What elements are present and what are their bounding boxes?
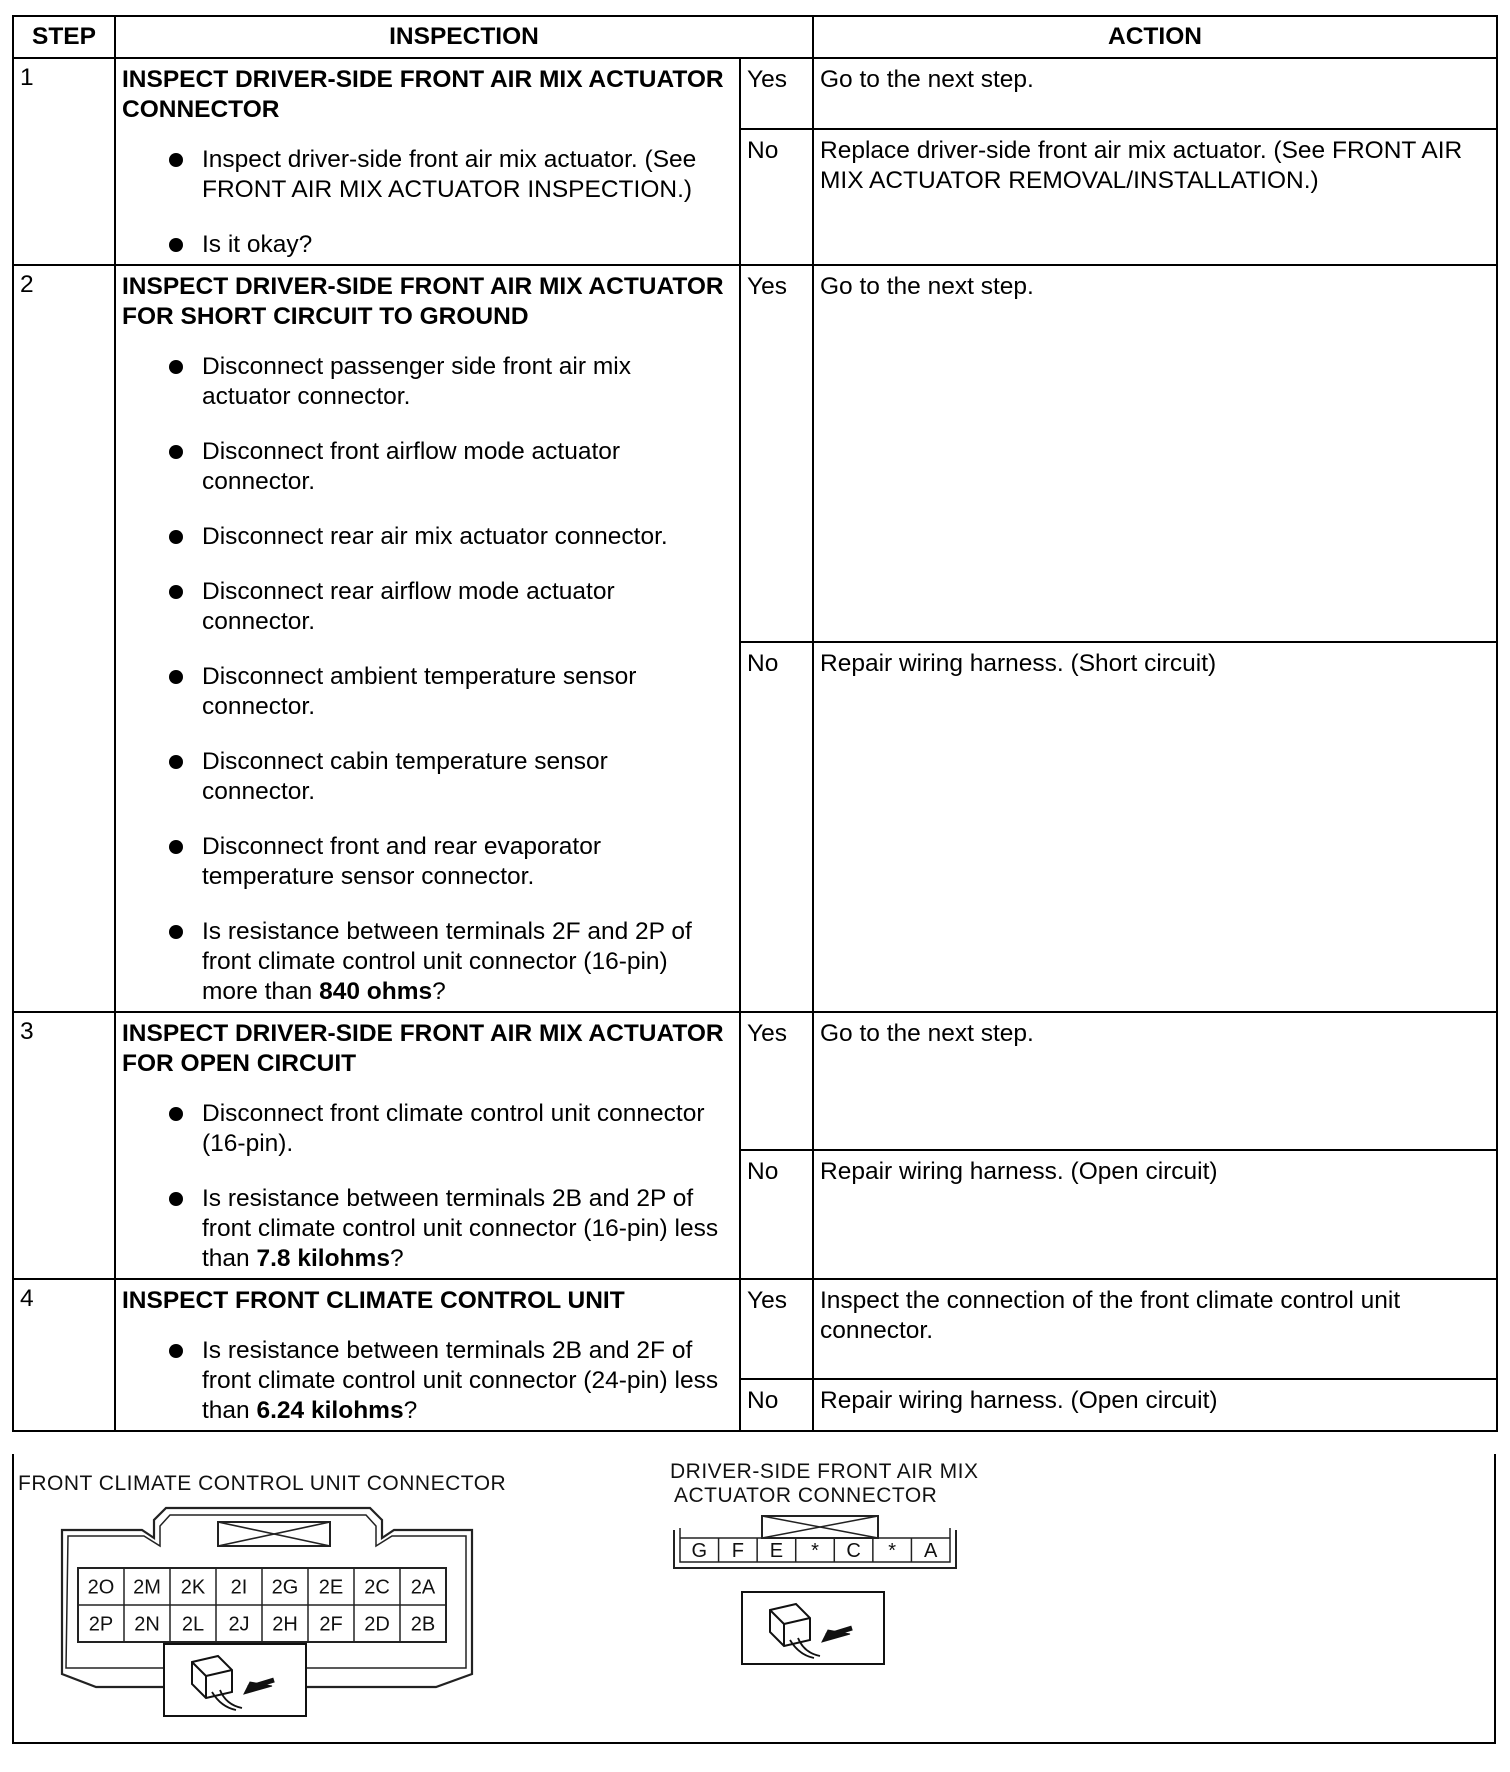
no-label: No xyxy=(740,1150,813,1279)
yes-action: Go to the next step. xyxy=(813,1012,1497,1150)
step-title: INSPECT DRIVER-SIDE FRONT AIR MIX ACTUATOR FOR OPEN CIRCUIT xyxy=(122,1020,724,1077)
bullet-text: Is it okay? xyxy=(202,231,313,258)
terminal-label: F xyxy=(731,1540,744,1562)
bullet-value: 840 ohms xyxy=(319,978,433,1005)
terminal-label: 2D xyxy=(364,1613,390,1636)
bullet-text: Inspect driver-side front air mix actuator. (See FRONT AIR MIX ACTUATOR INSPECTION.) xyxy=(202,146,697,203)
bullet-text: Disconnect front and rear evaporator temperature sensor connector. xyxy=(202,833,602,890)
terminal-label: 2F xyxy=(319,1613,343,1636)
header-action: ACTION xyxy=(813,16,1497,58)
no-label: No xyxy=(740,642,813,1012)
step-3-yes-row xyxy=(13,1012,1497,1150)
bullet-item xyxy=(122,577,733,637)
bullet-text: Disconnect cabin temperature sensor connector. xyxy=(202,748,608,805)
no-action: Replace driver-side front air mix actuator. (See FRONT AIR MIX ACTUATOR REMOVAL/INSTALLATION.) xyxy=(813,129,1497,265)
bullet-item xyxy=(122,230,733,260)
header-inspection: INSPECTION xyxy=(115,16,813,58)
bullet-text: Is resistance between terminals 2F and 2P of front climate control unit connector (16-pin) more than xyxy=(202,918,692,1005)
bullet-icon xyxy=(169,445,183,459)
bullet-text-end: ? xyxy=(432,978,446,1005)
step-3-inspection xyxy=(115,1012,740,1279)
step-title: INSPECT DRIVER-SIDE FRONT AIR MIX ACTUATOR FOR SHORT CIRCUIT TO GROUND xyxy=(122,273,724,330)
terminal-label: 2J xyxy=(228,1613,250,1636)
header-step: STEP xyxy=(13,16,115,58)
actuator-connector-diagram xyxy=(670,1514,970,1584)
actuator-view-icon xyxy=(740,1590,890,1670)
terminal-label: 2N xyxy=(134,1613,160,1636)
no-label: No xyxy=(740,1379,813,1431)
no-action: Repair wiring harness. (Short circuit) xyxy=(813,642,1497,1012)
bullet-item xyxy=(122,832,733,892)
step-number: 3 xyxy=(13,1012,115,1279)
yes-action: Go to the next step. xyxy=(813,265,1497,642)
bullet-value: 6.24 kilohms xyxy=(256,1397,404,1424)
terminal-label: * xyxy=(811,1540,819,1562)
bullet-icon xyxy=(169,1107,183,1121)
bullet-icon xyxy=(169,670,183,684)
yes-label: Yes xyxy=(740,1279,813,1379)
yes-label: Yes xyxy=(740,58,813,129)
step-1-inspection xyxy=(115,58,740,265)
terminal-label: 2P xyxy=(88,1613,114,1636)
terminal-label: 2E xyxy=(318,1576,344,1599)
step-title: INSPECT FRONT CLIMATE CONTROL UNIT xyxy=(122,1287,625,1314)
yes-label: Yes xyxy=(740,1012,813,1150)
bullet-value: 7.8 kilohms xyxy=(256,1245,390,1272)
bullet-item xyxy=(122,145,733,205)
terminal-label: 2G xyxy=(271,1576,299,1599)
bullet-item xyxy=(122,747,733,807)
step-number: 4 xyxy=(13,1279,115,1431)
terminal-label: 2O xyxy=(87,1576,115,1599)
bullet-icon xyxy=(169,530,183,544)
bullet-icon xyxy=(169,1192,183,1206)
front-climate-connector-label: FRONT CLIMATE CONTROL UNIT CONNECTOR xyxy=(18,1472,507,1495)
terminal-label: 2C xyxy=(364,1576,390,1599)
bullet-text: Disconnect passenger side front air mix actuator connector. xyxy=(202,353,631,410)
bullet-icon xyxy=(169,238,183,252)
bullet-item xyxy=(122,1099,733,1159)
bullet-text-end: ? xyxy=(403,1397,418,1424)
terminal-label: C xyxy=(846,1540,861,1562)
terminal-label: 2B xyxy=(410,1613,436,1636)
header-row xyxy=(13,16,1497,58)
terminal-label: 2K xyxy=(180,1576,206,1599)
bullet-text: Disconnect front airflow mode actuator connector. xyxy=(202,438,621,495)
yes-label: Yes xyxy=(740,265,813,642)
bullet-icon xyxy=(169,585,183,599)
bullet-item xyxy=(122,352,733,412)
step-number: 2 xyxy=(13,265,115,1012)
terminal-label: 2A xyxy=(410,1576,436,1599)
terminal-label: G xyxy=(691,1540,708,1562)
bullet-text: Disconnect rear airflow mode actuator connector. xyxy=(202,578,615,635)
step-4-inspection xyxy=(115,1279,740,1431)
actuator-terminal-labels xyxy=(692,1540,939,1562)
terminal-label: E xyxy=(769,1540,784,1562)
bullet-text: Is resistance between terminals 2B and 2F of front climate control unit connector (24-pin) less than xyxy=(202,1337,719,1424)
bullet-item xyxy=(122,437,733,497)
front-climate-connector-diagram xyxy=(54,1502,514,1772)
bullet-icon xyxy=(169,360,183,374)
terminal-label: 2L xyxy=(181,1613,205,1636)
connector-view-icon xyxy=(162,1642,312,1722)
diagnostic-table xyxy=(12,15,1498,1432)
bullet-icon xyxy=(169,840,183,854)
yes-action: Inspect the connection of the front climate control unit connector. xyxy=(813,1279,1497,1379)
step-4-yes-row xyxy=(13,1279,1497,1379)
connector-figures xyxy=(12,1454,1496,1744)
bullet-text: Disconnect rear air mix actuator connector. xyxy=(202,523,668,550)
bullet-icon xyxy=(169,925,183,939)
step-2-yes-row xyxy=(13,265,1497,642)
bullet-text: Disconnect front climate control unit connector (16-pin). xyxy=(202,1100,705,1157)
no-action: Repair wiring harness. (Open circuit) xyxy=(813,1150,1497,1279)
step-1-yes-row xyxy=(13,58,1497,129)
bullet-text-end: ? xyxy=(389,1245,404,1272)
actuator-connector-label-line1: DRIVER-SIDE FRONT AIR MIX xyxy=(670,1460,979,1483)
terminal-label: 2I xyxy=(230,1576,248,1599)
no-action: Repair wiring harness. (Open circuit) xyxy=(813,1379,1497,1431)
terminal-label: 2H xyxy=(272,1613,298,1636)
bullet-item xyxy=(122,1184,733,1274)
bullet-text: Is resistance between terminals 2B and 2P of front climate control unit connector (16-pin) less than xyxy=(202,1185,719,1272)
bullet-icon xyxy=(169,1344,183,1358)
step-number: 1 xyxy=(13,58,115,265)
no-label: No xyxy=(740,129,813,265)
bullet-icon xyxy=(169,755,183,769)
yes-action: Go to the next step. xyxy=(813,58,1497,129)
bullet-item xyxy=(122,662,733,722)
bullet-item xyxy=(122,522,733,552)
bullet-icon xyxy=(169,153,183,167)
terminal-label: 2M xyxy=(133,1576,161,1599)
actuator-connector-label-line2: ACTUATOR CONNECTOR xyxy=(674,1484,938,1507)
terminal-label: A xyxy=(924,1540,938,1562)
bullet-item xyxy=(122,917,733,1007)
terminal-label: * xyxy=(888,1540,897,1562)
bullet-item xyxy=(122,1336,733,1426)
step-title: INSPECT DRIVER-SIDE FRONT AIR MIX ACTUATOR CONNECTOR xyxy=(122,66,724,123)
bullet-text: Disconnect ambient temperature sensor connector. xyxy=(202,663,637,720)
step-2-inspection xyxy=(115,265,740,1012)
